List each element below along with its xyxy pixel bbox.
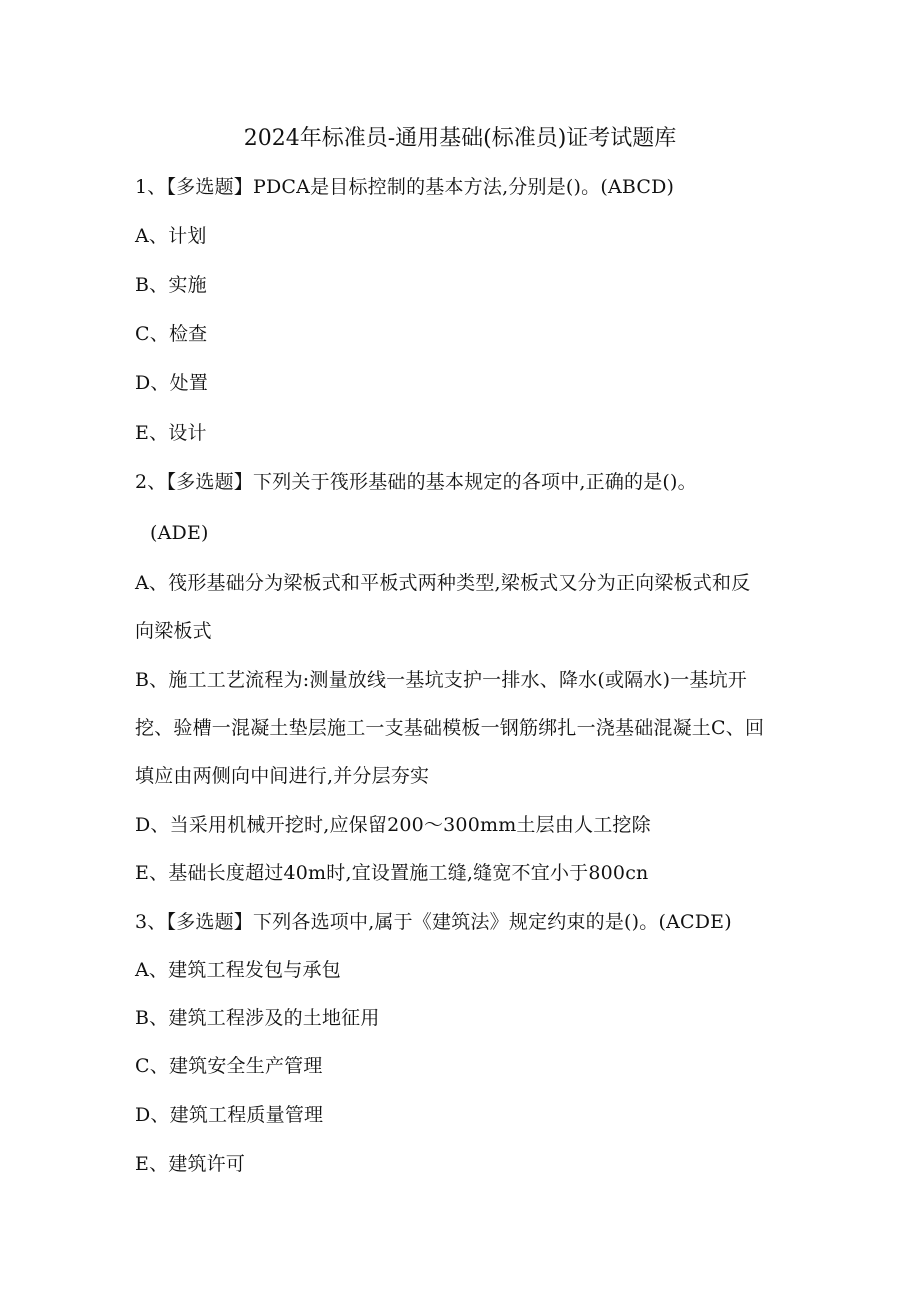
question-2-option-e: E、基础长度超过40m时,宜设置施工缝,缝宽不宜小于800cn	[135, 862, 649, 884]
document-title: 2024年标准员-通用基础(标准员)证考试题库	[243, 126, 677, 151]
question-3-option-a: A、建筑工程发包与承包	[135, 959, 341, 981]
question-2-option-b-line-1: B、施工工艺流程为:测量放线一基坑支护一排水、降水(或隔水)一基坑开	[135, 669, 747, 691]
question-1-stem: 1、【多选题】PDCA是目标控制的基本方法,分别是()。(ABCD)	[135, 176, 675, 198]
question-1-option-b: B、实施	[135, 274, 207, 296]
question-2-answer: (ADE)	[150, 522, 209, 544]
question-3-option-d: D、建筑工程质量管理	[135, 1104, 324, 1126]
question-1-option-a: A、计划	[135, 225, 207, 247]
question-2-option-d: D、当采用机械开挖时,应保留200～300mm土层由人工挖除	[135, 814, 651, 836]
question-2-option-a-line-2: 向梁板式	[135, 620, 212, 642]
question-2-option-b-line-2: 挖、验槽一混凝土垫层施工一支基础模板一钢筋绑扎一浇基础混凝土C、回	[135, 717, 765, 739]
question-3-option-b: B、建筑工程涉及的土地征用	[135, 1007, 380, 1029]
question-2-option-b-line-3: 填应由两侧向中间进行,并分层夯实	[135, 765, 430, 787]
question-3-option-c: C、建筑安全生产管理	[135, 1055, 323, 1077]
question-1-option-c: C、检查	[135, 323, 208, 345]
question-2-stem: 2、【多选题】下列关于筏形基础的基本规定的各项中,正确的是()。	[135, 471, 697, 493]
question-3-option-e: E、建筑许可	[135, 1153, 246, 1175]
question-1-option-d: D、处置	[135, 372, 209, 394]
question-2-option-a-line-1: A、筏形基础分为梁板式和平板式两种类型,梁板式又分为正向梁板式和反	[135, 572, 751, 594]
question-1-option-e: E、设计	[135, 422, 207, 444]
question-3-stem: 3、【多选题】下列各选项中,属于《建筑法》规定约束的是()。(ACDE)	[135, 911, 732, 933]
